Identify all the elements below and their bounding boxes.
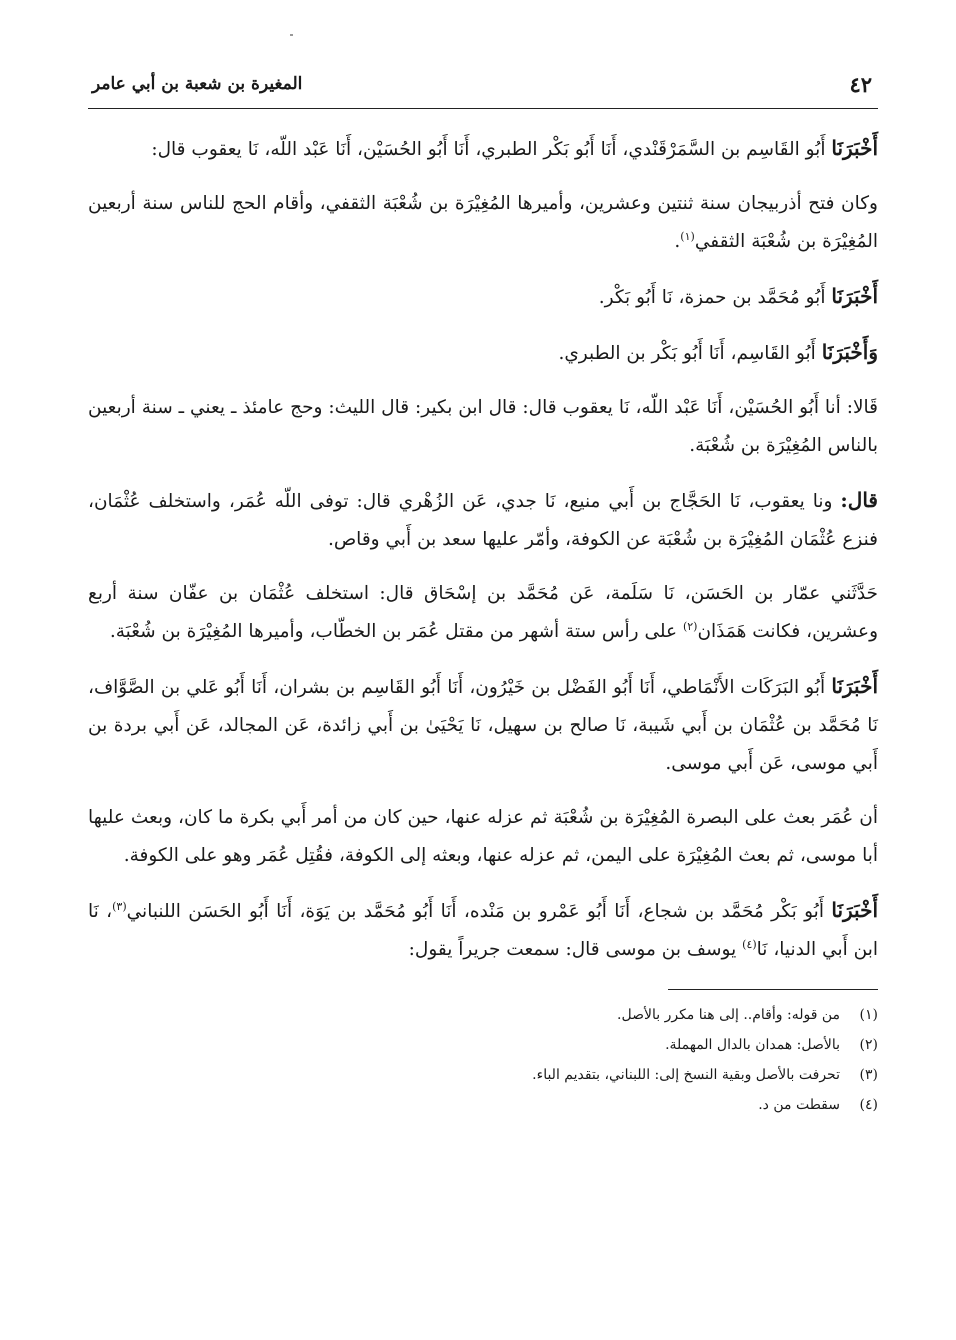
paragraph-text: أَبُو البَرَكَات الأَنْمَاطي، أَنَا أَبُو الفَضْل بن خَيْرُون، أَنَا أَبُو القَاسِم بن بشران، أَنَا أَبُو عَلي بن الصَّوَّاف، نَا مُحَمَّد بن عُثْمَان بن أَبي شَيبة، نَا صالح بن سهيل، نَا يَحْيَىٰ بن أَبي زائدة، عَن المجالد، عَن أَبي بردة بن أَبي موسى، عَن أَبي موسى.: [88, 677, 878, 774]
paragraph-text: حَدَّثَني عمّار بن الحَسَن، نَا سَلَمة، عَن مُحَمَّد بن إسْحَاق قال: استخلف عُثْمَان بن عفّان سنة أربع وعشرين، فكانت هَمَذَان: [88, 583, 878, 642]
footnote-ref: (١): [680, 229, 695, 243]
paragraph-text: أَبُو بَكْر مُحَمَّد بن شجاع، أَنَا أَبُو عَمْرو بن مَنْده، أَنَا أَبُو مُحَمَّد بن يَوَة، أَنَا أَبُو الحَسَن اللنباني: [126, 901, 832, 922]
paragraph: [88, 333, 878, 373]
footnote-number: (١): [859, 1007, 878, 1023]
paragraph-tail: على رأس ستة أشهر من مقتل عُمَر بن الخطّاب، وأميرها المُغِيْرَة بن شُعْبَة.: [109, 621, 683, 642]
paragraph: [88, 389, 878, 465]
footnote-text: سقطت من د.: [758, 1097, 840, 1113]
paragraph-text: أَبُو القَاسِم، أَنَا أَبُو بَكْر بن الطبري.: [558, 343, 822, 364]
running-title: المغيرة بن شعبة بن أبي عامر: [92, 74, 303, 94]
main-text: [88, 109, 878, 969]
footnote-number: (٤): [859, 1097, 878, 1113]
footnotes: [88, 1000, 878, 1120]
paragraph-text: أن عُمَر بعث على البصرة المُغِيْرَة بن شُعْبَة ثم عزله عنها، حين كان من أمر أَبي بكرة ما كان، وبعث عليها أبا موسى، ثم بعث المُغِيْرَة على اليمن، ثم عزله عنها، وبعثه إلى الكوفة، فقُتِل عُمَر وهو على الكوفة.: [88, 807, 878, 866]
page: [88, 62, 878, 1120]
footnote: [88, 1060, 878, 1090]
paragraph: [88, 481, 878, 559]
paragraph-tail: يوسف بن موسى قال: سمعت جريراً يقول:: [408, 939, 743, 960]
paragraph: [88, 185, 878, 261]
footnote-ref: (٤): [742, 937, 757, 951]
paragraph-text: أَبُو مُحَمَّد بن حمزة، نَا أَبُو بَكْر.: [598, 287, 832, 308]
paragraph: [88, 799, 878, 875]
page-number: ٤٢: [849, 72, 872, 97]
footnote-text: بالأصل: همدان بالدال المهملة.: [665, 1037, 840, 1053]
footnote-text: من قوله: وأقام.. إلى هنا مكرر بالأصل.: [617, 1007, 840, 1023]
paragraph: [88, 575, 878, 651]
paragraph-tail: .: [674, 231, 681, 252]
paragraph: [88, 277, 878, 317]
footnote-number: (٢): [859, 1037, 878, 1053]
footnote-text: تحرفت بالأصل وبقية النسخ إلى: اللبناني، بتقديم الباء.: [532, 1067, 840, 1083]
footnote: [88, 1090, 878, 1120]
footnote: [88, 1030, 878, 1060]
paragraph-text: قَالا: أنا أَبُو الحُسَيْن، أَنَا عَبْد اللّه، نَا يعقوب قال: قال ابن بكير: قال الليث: وحج عامئذ ـ يعني ـ سنة أربعين بالناس المُغِيْرَة بن شُعْبَة.: [88, 397, 878, 456]
page-header: [88, 62, 878, 109]
lead-word: أَخْبَرَنَا: [831, 136, 878, 160]
paragraph-text: أَبُو القَاسِم بن السَّمَرْقَنْدي، أَنَا أَبُو بَكْر الطبري، أَنَا أَبُو الحُسَيْن، أَنَا عَبْد اللّه، نَا يعقوب قال:: [151, 139, 832, 160]
paragraph-text: وكان فتح أذربيجان سنة ثنتين وعشرين، وأميرها المُغِيْرَة بن شُعْبَة الثقفي، وأقام الحج للناس سنة أربعين المُغِيْرَة بن شُعْبَة الثقفي: [88, 193, 878, 252]
footnote-number: (٣): [859, 1067, 878, 1083]
lead-word: أَخْبَرَنَا: [831, 284, 878, 308]
lead-word: أَخْبَرَنَا: [831, 898, 878, 922]
paragraph: [88, 667, 878, 783]
lead-word: وَأَخْبَرَنَا: [821, 340, 878, 364]
paragraph: [88, 891, 878, 969]
paragraph-text: ونا يعقوب، نَا الحَجَّاج بن أَبي منيع، نَا جدي، عَن الزُهْري قال: توفى اللّه عُمَر، واستخلف عُثْمَان، فنزع عُثْمَان المُغِيْرَة بن شُعْبَة عن الكوفة، وأمّر عليها سعد بن أَبي وقاص.: [88, 491, 878, 550]
paragraph-tail: ، نَا ابن أَبي الدنيا، نَا: [88, 901, 878, 960]
lead-word: قال:: [840, 488, 878, 512]
footnote: [88, 1000, 878, 1030]
scan-speck: [290, 34, 293, 36]
lead-word: أَخْبَرَنَا: [831, 674, 878, 698]
footnote-ref: (٣): [112, 899, 127, 913]
paragraph: [88, 129, 878, 169]
footnote-ref: (٢): [682, 619, 698, 633]
footnote-divider: [668, 989, 878, 990]
